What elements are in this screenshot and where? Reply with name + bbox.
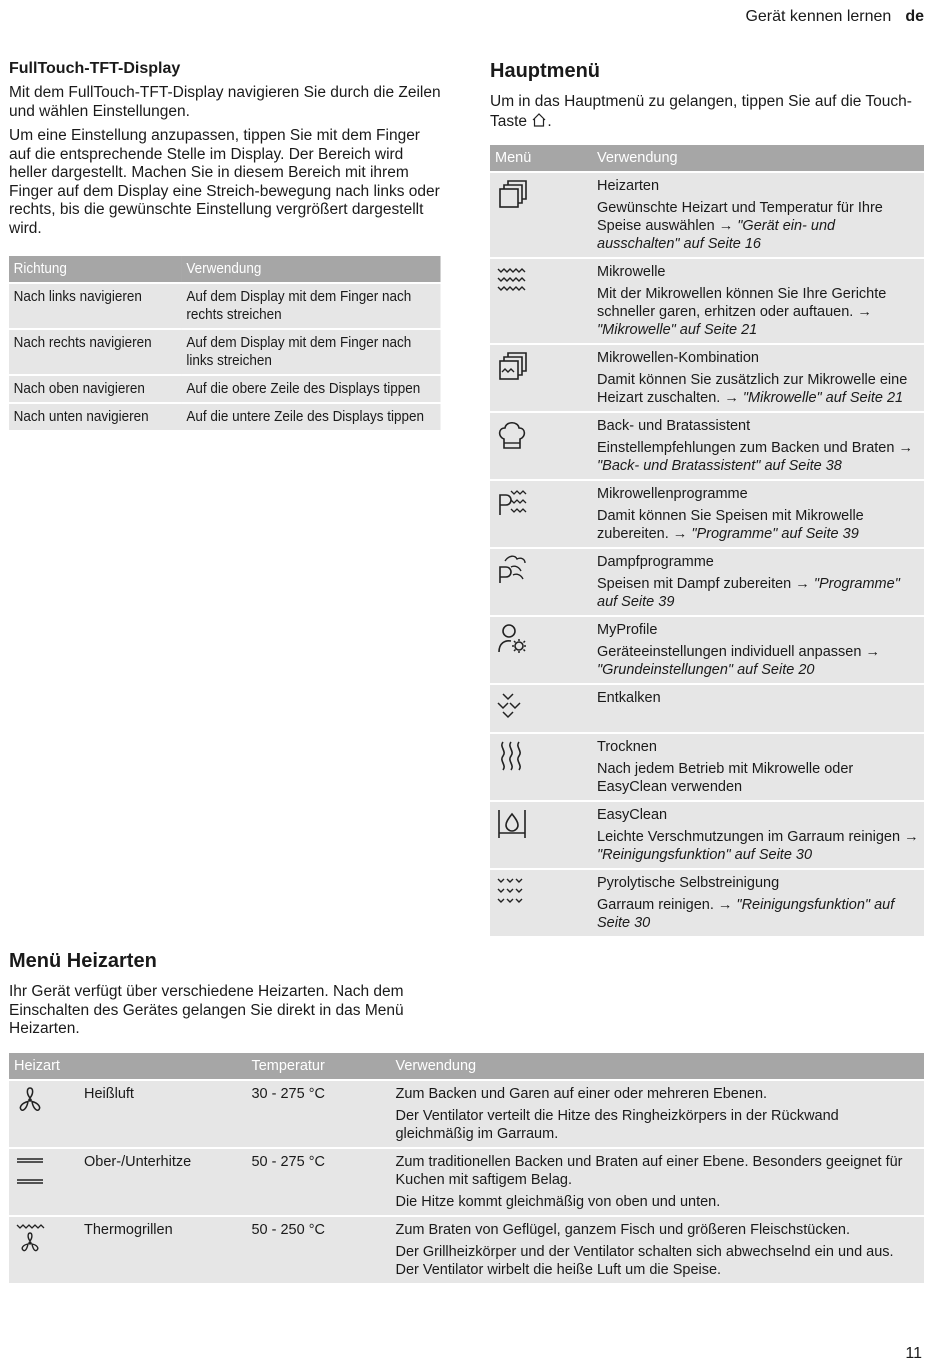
menu-row — [490, 869, 924, 936]
arrow-icon: → — [795, 576, 810, 592]
column-header: Menü — [490, 145, 592, 172]
menu-icon-cell — [490, 258, 592, 344]
heating-mode-icon-cell — [9, 1148, 79, 1216]
arrow-icon: → — [717, 897, 733, 913]
cross-reference[interactable]: "Mikrowelle" auf Seite 21 — [742, 390, 904, 406]
heating-mode-name: Heißluft — [79, 1080, 246, 1148]
menu-row — [490, 733, 924, 801]
menu-description: Garraum reinigen. — [597, 897, 714, 913]
menu-usage-cell — [592, 480, 924, 548]
arrow-icon: → — [898, 440, 913, 456]
menu-row — [490, 344, 924, 412]
thermo-grill-icon — [14, 1221, 48, 1255]
menu-usage-cell — [592, 548, 924, 616]
menu-row — [490, 616, 924, 684]
menu-label: Mikrowelle — [597, 264, 666, 280]
microwave-combination-icon — [495, 349, 529, 383]
microwave-icon — [495, 263, 529, 297]
cross-reference[interactable]: "Reinigungsfunktion" auf Seite 30 — [597, 897, 895, 931]
menu-description: Nach jedem Betrieb mit Mikrowelle oder EasyClean verwenden — [597, 761, 854, 795]
menu-usage-cell — [592, 258, 924, 344]
heating-mode-name: Ober-/Unterhitze — [79, 1148, 246, 1216]
heating-mode-name: Thermogrillen — [79, 1216, 246, 1283]
cross-reference[interactable]: "Programme" auf Seite 39 — [691, 526, 859, 542]
cross-reference[interactable]: "Reinigungsfunktion" auf Seite 30 — [597, 847, 813, 863]
menu-icon-cell — [490, 412, 592, 480]
arrow-icon: → — [724, 390, 739, 406]
column-header: Richtung — [9, 256, 182, 283]
heating-mode-row — [9, 1216, 924, 1283]
menu-description: Mit der Mikrowellen können Sie Ihre Gerichte schneller garen, erhitzen oder auftauen. — [597, 286, 887, 320]
menu-icon-cell — [490, 733, 592, 801]
language-tag: de — [905, 8, 924, 25]
menu-row — [490, 801, 924, 869]
menu-icon-cell — [490, 172, 592, 258]
drying-icon — [495, 738, 529, 772]
column-header: Verwendung — [592, 145, 924, 172]
menu-label: Mikrowellenprogramme — [597, 486, 748, 502]
table-row — [9, 283, 441, 329]
menu-description: Speisen mit Dampf zubereiten — [597, 576, 792, 592]
menu-label: MyProfile — [597, 622, 658, 638]
column-header: Heizart — [9, 1053, 246, 1080]
menu-usage-cell — [592, 616, 924, 684]
heating-mode-row — [9, 1080, 924, 1148]
home-icon — [531, 112, 547, 128]
pyrolysis-icon — [495, 874, 529, 908]
menu-usage-cell — [592, 344, 924, 412]
heating-modes-title: Menü Heizarten — [9, 950, 157, 972]
direction-cell: Nach unten navigieren — [9, 403, 182, 430]
menu-icon-cell — [490, 801, 592, 869]
page-number: 11 — [905, 1345, 922, 1362]
menu-icon-cell — [490, 480, 592, 548]
column-header: Verwendung — [182, 256, 441, 283]
column-header: Temperatur — [246, 1053, 390, 1080]
menu-label: Trocknen — [597, 739, 657, 755]
heating-mode-icon-cell — [9, 1216, 79, 1283]
arrow-icon: → — [904, 829, 919, 845]
cross-reference[interactable]: "Back- und Bratassistent" auf Seite 38 — [597, 458, 842, 474]
arrow-icon: → — [865, 644, 880, 660]
menu-usage-cell — [592, 801, 924, 869]
temperature-range: 50 - 250 °C — [246, 1216, 390, 1283]
menu-description: Geräteeinstellungen individuell anpassen — [597, 644, 862, 660]
menu-icon-cell — [490, 548, 592, 616]
table-row — [9, 403, 441, 430]
cross-reference[interactable]: "Programme" auf Seite 39 — [597, 576, 900, 610]
menu-icon-cell — [490, 869, 592, 936]
fulltouch-paragraph-2: Um eine Einstellung anzupassen, tippen Sie mit dem Finger auf die entsprechende Stelle im Display. Der Bereich wird heller dargestellt. Machen Sie in diesem Bereich mit ihrem Finger auf dem Display eine Streich-bewegung nach links oder rechts, bis die gewünschte Einstellung vergrößert dargestellt wird. — [9, 127, 440, 237]
usage-cell: Auf die untere Zeile des Displays tippen — [182, 403, 441, 430]
heating-modes-intro: Ihr Gerät verfügt über verschiedene Heizarten. Nach dem Einschalten des Gerätes gelangen Sie direkt in das Menü Heizarten. — [9, 983, 404, 1037]
cross-reference[interactable]: "Mikrowelle" auf Seite 21 — [597, 322, 758, 338]
direction-cell: Nach rechts navigieren — [9, 329, 182, 375]
cross-reference[interactable]: "Grundeinstellungen" auf Seite 20 — [597, 662, 815, 678]
intro-end: . — [547, 112, 552, 130]
menu-label: Entkalken — [597, 690, 661, 706]
temperature-range: 50 - 275 °C — [246, 1148, 390, 1216]
menu-row — [490, 480, 924, 548]
main-menu-intro — [490, 93, 924, 131]
menu-icon-cell — [490, 684, 592, 733]
menu-label: Mikrowellen-Kombination — [597, 350, 759, 366]
cross-reference[interactable]: "Gerät ein- und ausschalten" auf Seite 16 — [597, 218, 836, 252]
usage-line-2: Der Grillheizkörper und der Ventilator schalten sich abwechselnd ein und aus. Der Ventilator wirbelt die heiße Luft um die Speise. — [395, 1243, 894, 1278]
menu-usage-cell — [592, 869, 924, 936]
menu-label: Pyrolytische Selbstreinigung — [597, 875, 780, 891]
heating-mode-usage — [390, 1148, 924, 1216]
menu-icon-cell — [490, 616, 592, 684]
usage-line-1: Zum Braten von Geflügel, ganzem Fisch und größeren Fleischstücken. — [395, 1221, 851, 1238]
top-bottom-heat-icon — [14, 1153, 48, 1187]
menu-usage-cell — [592, 684, 924, 733]
menu-usage-cell — [592, 733, 924, 801]
my-profile-icon — [495, 621, 529, 655]
arrow-icon: → — [857, 304, 872, 320]
table-row — [9, 329, 441, 375]
heating-modes-table — [9, 1053, 924, 1283]
menu-label: Heizarten — [597, 178, 660, 194]
menu-description: Damit können Sie Speisen mit Mikrowelle zubereiten. — [597, 508, 864, 542]
arrow-icon: → — [672, 526, 688, 542]
running-header — [745, 8, 924, 26]
temperature-range: 30 - 275 °C — [246, 1080, 390, 1148]
usage-cell: Auf dem Display mit dem Finger nach rechts streichen — [182, 283, 441, 329]
descale-icon — [495, 689, 529, 723]
steam-programs-icon — [495, 553, 529, 587]
main-menu-title: Hauptmenü — [490, 60, 600, 82]
menu-row — [490, 412, 924, 480]
direction-cell: Nach links navigieren — [9, 283, 182, 329]
menu-label: Back- und Bratassistent — [597, 418, 751, 434]
menu-row — [490, 258, 924, 344]
menu-description: Damit können Sie zusätzlich zur Mikrowelle eine Heizart zuschalten. — [597, 372, 908, 406]
intro-text: Um in das Hauptmenü zu gelangen, tippen Sie auf die Touch-Taste — [490, 93, 912, 130]
column-header: Verwendung — [390, 1053, 924, 1080]
menu-usage-cell — [592, 412, 924, 480]
fulltouch-paragraph-1: Mit dem FullTouch-TFT-Display navigieren Sie durch die Zeilen und wählen Einstellungen. — [9, 84, 441, 120]
menu-row — [490, 548, 924, 616]
usage-cell: Auf die obere Zeile des Displays tippen — [182, 375, 441, 403]
menu-label: Dampfprogramme — [597, 554, 714, 570]
main-menu-section — [490, 60, 924, 936]
easyclean-icon — [495, 806, 529, 840]
menu-description: Gewünschte Heizart und Temperatur für Ihre Speise auswählen — [597, 200, 883, 234]
heating-mode-usage — [390, 1080, 924, 1148]
menu-usage-cell — [592, 172, 924, 258]
chef-hat-icon — [495, 417, 529, 451]
usage-line-1: Zum traditionellen Backen und Braten auf einer Ebene. Besonders geeignet für Kuchen mit saftigem Belag. — [395, 1153, 903, 1188]
fan-icon — [14, 1085, 48, 1119]
main-menu-table — [490, 145, 924, 936]
menu-description: Einstellempfehlungen zum Backen und Braten — [597, 440, 895, 456]
usage-line-2: Der Ventilator verteilt die Hitze des Ringheizkörpers in der Rückwand gleichmäßig im Garraum. — [395, 1107, 839, 1142]
heating-mode-row — [9, 1148, 924, 1216]
menu-description: Leichte Verschmutzungen im Garraum reinigen — [597, 829, 901, 845]
menu-row — [490, 684, 924, 733]
menu-label: EasyClean — [597, 807, 668, 823]
usage-line-1: Zum Backen und Garen auf einer oder mehreren Ebenen. — [395, 1085, 768, 1102]
table-row — [9, 375, 441, 403]
menu-icon-cell — [490, 344, 592, 412]
direction-cell: Nach oben navigieren — [9, 375, 182, 403]
microwave-programs-icon — [495, 485, 529, 519]
heating-mode-icon-cell — [9, 1080, 79, 1148]
navigation-table — [9, 256, 441, 430]
fulltouch-section — [9, 60, 441, 430]
heating-mode-usage — [390, 1216, 924, 1283]
usage-cell: Auf dem Display mit dem Finger nach links streichen — [182, 329, 441, 375]
arrow-icon: → — [718, 218, 734, 234]
heating-modes-section — [9, 950, 924, 1283]
section-title: Gerät kennen lernen — [745, 8, 892, 25]
fulltouch-title: FullTouch-TFT-Display — [9, 60, 181, 77]
heating-modes-icon — [495, 177, 529, 211]
usage-line-2: Die Hitze kommt gleichmäßig von oben und unten. — [395, 1193, 721, 1210]
menu-row — [490, 172, 924, 258]
